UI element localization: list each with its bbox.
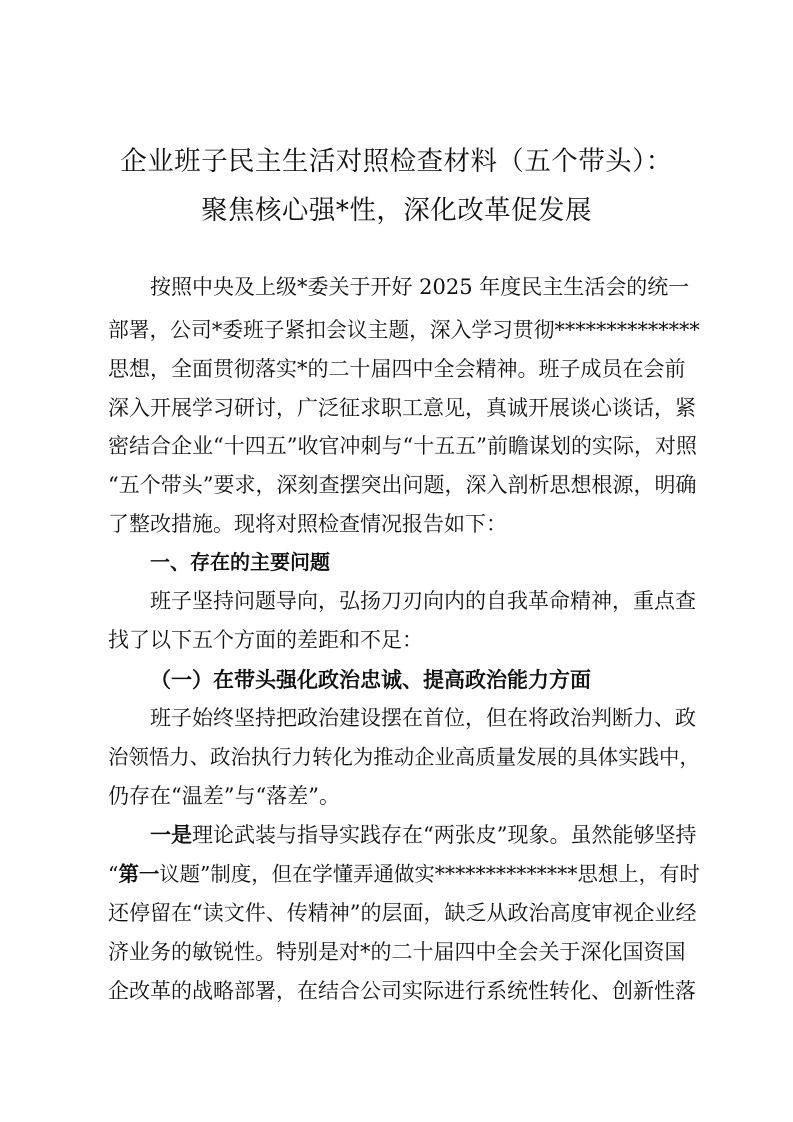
intro-line: 按照中央及上级*委关于开好 2025 年度民主生活会的统一 <box>150 275 690 299</box>
intro-line: 密结合企业“十四五”收官冲刺与“十五五”前瞻谋划的实际，对照 <box>108 434 697 458</box>
subsection-heading: （一）在带头强化政治忠诚、提高政治能力方面 <box>150 667 591 692</box>
section-intro-line: 班子坚持问题导向，弘扬刀刃向内的自我革命精神，重点查 <box>150 589 696 613</box>
point-line: 企改革的战略部署，在结合公司实际进行系统性转化、创新性落 <box>108 979 696 1003</box>
intro-line: 深入开展学习研讨，广泛征求职工意见，真诚开展谈心谈话，紧 <box>108 396 696 420</box>
point-line <box>108 859 700 889</box>
section-heading: 一、存在的主要问题 <box>150 550 330 574</box>
section-intro-line: 找了以下五个方面的差距和不足： <box>108 628 423 652</box>
point-text: 理论武装与指导实践存在“两张皮”现象。虽然能够坚持 <box>192 823 697 847</box>
intro-line: 思想，全面贯彻落实*的二十届四中全会精神。班子成员在会前 <box>108 357 686 381</box>
document-title-line-1: 企业班子民主生活对照检查材料（五个带头）： <box>120 146 673 177</box>
paragraph-line: 班子始终坚持把政治建设摆在首位，但在将政治判断力、政 <box>150 706 696 730</box>
intro-line: “五个带头”要求，深刻查摆突出问题，深入剖析思想根源，明确 <box>108 473 697 497</box>
point-line <box>150 820 696 850</box>
point-text: 议题”制度，但在学懂弄通做实**************思想上，有时 <box>159 862 700 886</box>
paragraph-line: 仍存在“温差”与“落差”。 <box>108 784 340 808</box>
point-bold-text: 第一 <box>118 862 160 886</box>
paragraph-line: 治领悟力、政治执行力转化为推动企业高质量发展的具体实践中， <box>108 745 700 769</box>
intro-line: 部署，公司*委班子紧扣会议主题，深入学习贯彻************** <box>108 318 700 342</box>
point-lead: 一是 <box>150 822 192 847</box>
point-line: 还停留在“读文件、传精神”的层面，缺乏从政治高度审视企业经 <box>108 901 697 925</box>
point-quote: “ <box>108 862 119 886</box>
point-line: 济业务的敏锐性。特别是对*的二十届四中全会关于深化国资国 <box>108 940 686 964</box>
intro-line: 了整改措施。现将对照检查情况报告如下： <box>108 512 507 536</box>
document-title-line-2: 聚焦核心强*性，深化改革促发展 <box>201 195 592 226</box>
